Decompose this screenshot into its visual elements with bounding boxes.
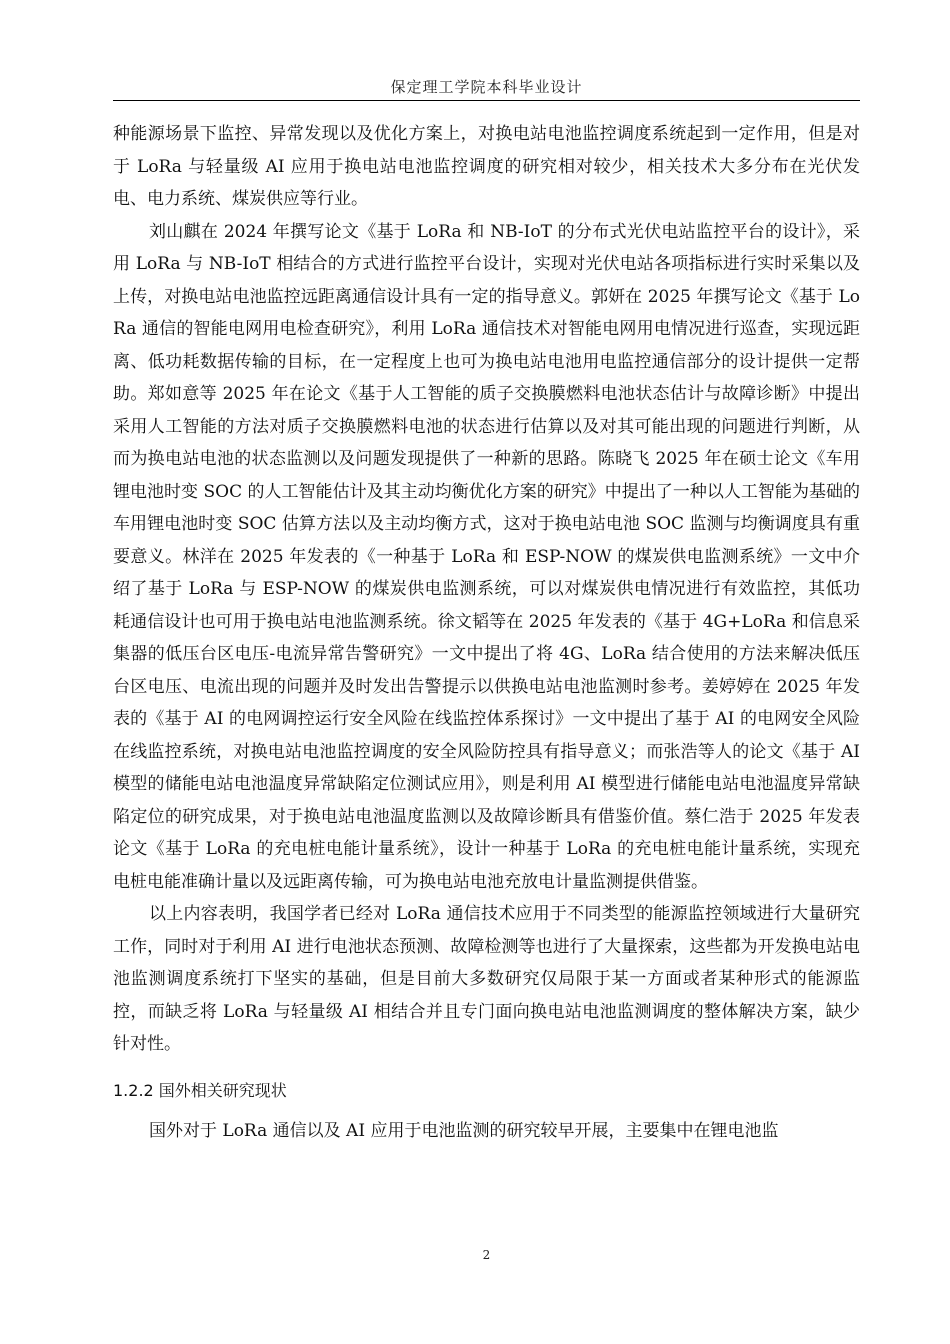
running-header: 保定理工学院本科毕业设计	[390, 78, 583, 96]
paragraph-domestic-studies: 刘山麒在 2024 年撰写论文《基于 LoRa 和 NB-IoT 的分布式光伏电站监控平台的设计》，采用 LoRa 与 NB-IoT 相结合的方式进行监控平台设计，实现对光伏电站各项指标进行实时采集以及上传，对换电站电池监控远距离通信设计具有一定的指导意义。郭妍在 2025 年撰写论文《基于 LoRa 通信的智能电网用电检查研究》，利用 LoRa 通信技术对智能电网用电情况进行巡查，实现远距离、低功耗数据传输的目标，在一定程度上也可为换电站电池用电监控通信部分的设计提供一定帮助。郑如意等 2025 年在论文《基于人工智能的质子交换膜燃料电池状态估计与故障诊断》中提出采用人工智能的方法对质子交换膜燃料电池的状态进行估算以及对其可能出现的问题进行判断，从而为换电站电池的状态监测以及问题发现提供了一种新的思路。陈晓飞 2025 年在硕士论文《车用锂电池时变 SOC 的人工智能估计及其主动均衡优化方案的研究》中提出了一种以人工智能为基础的车用锂电池时变 SOC 估算方法以及主动均衡方式，这对于换电站电池 SOC 监测与均衡调度具有重要意义。林洋在 2025 年发表的《一种基于 LoRa 和 ESP-NOW 的煤炭供电监测系统》一文中介绍了基于 LoRa 与 ESP-NOW 的煤炭供电监测系统，可以对煤炭供电情况进行有效监控，其低功耗通信设计也可用于换电站电池监测系统。徐文韬等在 2025 年发表的《基于 4G+LoRa 和信息采集器的低压台区电压-电流异常告警研究》一文中提出了将 4G、LoRa 结合使用的方法来解决低压台区电压、电流出现的问题并及时发出告警提示以供换电站电池监测时参考。姜婷婷在 2025 年发表的《基于 AI 的电网调控运行安全风险在线监控体系探讨》一文中提出了基于 AI 的电网安全风险在线监控系统，对换电站电池监控调度的安全风险防控具有指导意义；而张浩等人的论文《基于 AI 模型的储能电站电池温度异常缺陷定位测试应用》，则是利用 AI 模型进行储能电站电池温度异常缺陷定位的研究成果，对于换电站电池温度监测以及故障诊断具有借鉴价值。蔡仁浩于 2025 年发表论文《基于 LoRa 的充电桩电能计量系统》，设计一种基于 LoRa 的充电桩电能计量系统，实现充电桩电能准确计量以及远距离传输，可为换电站电池充放电计量监测提供借鉴。	[113, 221, 860, 892]
paragraph-summary: 以上内容表明，我国学者已经对 LoRa 通信技术应用于不同类型的能源监控领域进行大量研究工作，同时对于利用 AI 进行电池状态预测、故障检测等也进行了大量探索，这些都为开发换电站电池监测调度系统打下坚实的基础，但是目前大多数研究仅局限于某一方面或者某种形式的能源监控，而缺乏将 LoRa 与轻量级 AI 相结合并且专门面向换电站电池监测调度的整体解决方案，缺少针对性。	[113, 904, 860, 1054]
paragraph-continuation: 种能源场景下监控、异常发现以及优化方案上，对换电站电池监控调度系统起到一定作用，但是对于 LoRa 与轻量级 AI 应用于换电站电池监控调度的研究相对较少，相关技术大多分布在光伏发电、电力系统、煤炭供应等行业。	[113, 124, 860, 209]
page-number: 2	[482, 1248, 491, 1262]
paragraph-foreign-studies: 国外对于 LoRa 通信以及 AI 应用于电池监测的研究较早开展，主要集中在锂电池监	[149, 1120, 779, 1141]
section-heading: 1.2.2 国外相关研究现状	[113, 1080, 287, 1100]
page-body	[113, 118, 860, 1147]
header-divider	[113, 100, 860, 101]
